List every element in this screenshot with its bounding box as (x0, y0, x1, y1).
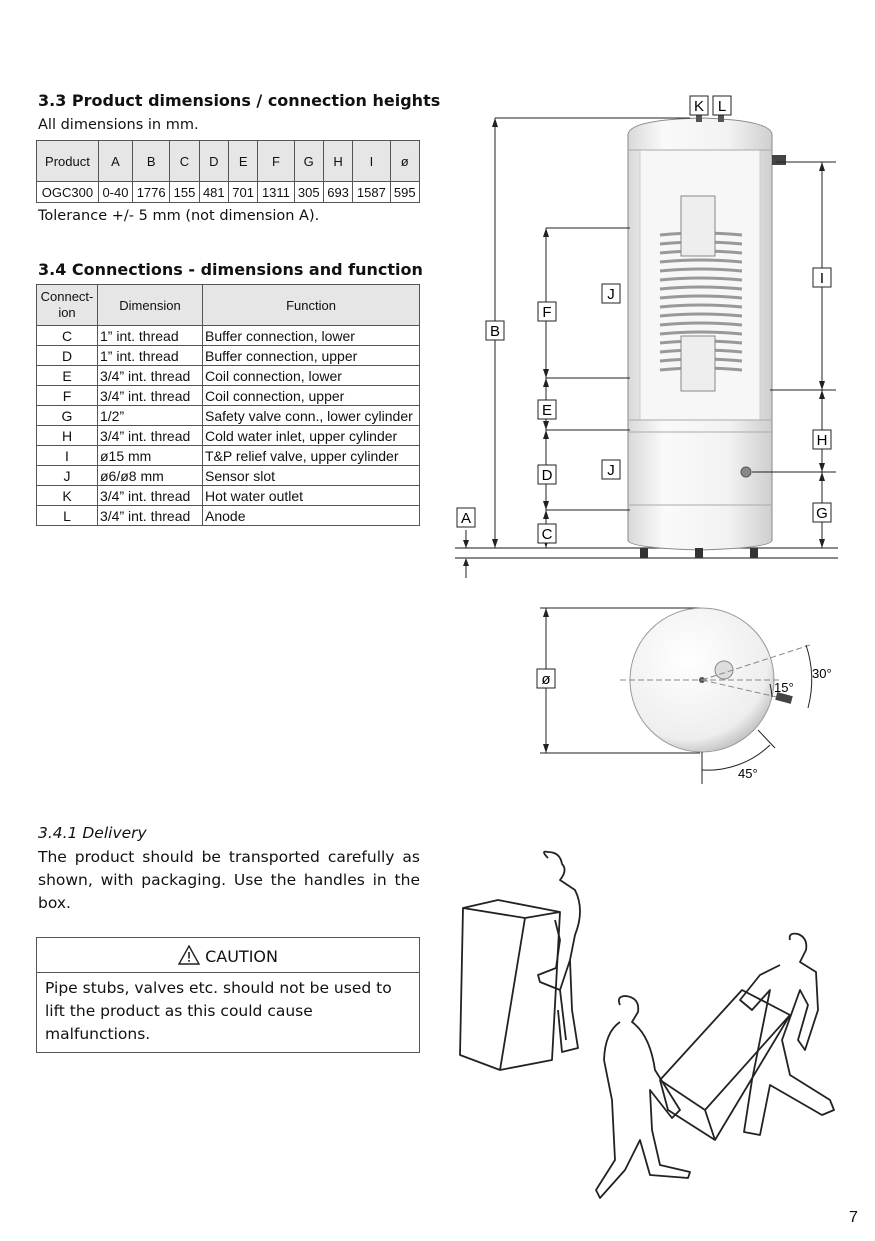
upright-box (460, 900, 560, 1070)
tolerance-note: Tolerance +/- 5 mm (not dimension A). (38, 208, 320, 224)
svg-text:J: J (607, 286, 615, 303)
tilted-box (660, 990, 790, 1140)
dimension-label-e (538, 400, 556, 419)
table-cell: Anode (203, 506, 420, 526)
dimension-label-j-upper (602, 284, 620, 303)
header-cell: G (294, 141, 323, 182)
person-carrying-tilted-left (596, 996, 690, 1198)
table-cell: 3/4” int. thread (98, 506, 203, 526)
header-cell: ø (390, 141, 419, 182)
table-cell: 305 (294, 182, 323, 203)
table-cell: 1776 (133, 182, 170, 203)
header-cell: B (133, 141, 170, 182)
svg-text:B: B (489, 323, 501, 340)
table-cell: Buffer connection, lower (203, 326, 420, 346)
svg-text:D: D (541, 467, 553, 484)
dimension-label-c (538, 524, 556, 543)
svg-text:A: A (460, 510, 472, 527)
table-row (37, 366, 420, 386)
table-cell: E (37, 366, 98, 386)
table-cell: 3/4” int. thread (98, 366, 203, 386)
header-cell: C (170, 141, 199, 182)
table-row (37, 426, 420, 446)
svg-text:E: E (541, 402, 553, 419)
section-3-4-title: 3.4 Connections - dimensions and function (38, 260, 423, 279)
table-cell: H (37, 426, 98, 446)
table-row (37, 466, 420, 486)
table-cell: 1311 (258, 182, 294, 203)
table-cell: 1” int. thread (98, 326, 203, 346)
table-cell: 0-40 (98, 182, 132, 203)
table-cell: 481 (199, 182, 228, 203)
table-cell: Safety valve conn., lower cylinder (203, 406, 420, 426)
header-cell: D (199, 141, 228, 182)
svg-text:G: G (816, 505, 828, 522)
header-cell: F (258, 141, 294, 182)
tank-side-diagram (450, 90, 850, 590)
table-cell: Coil connection, lower (203, 366, 420, 386)
table-cell: 3/4” int. thread (98, 426, 203, 446)
angle-45-label: 45° (738, 766, 758, 781)
page-number: 7 (849, 1209, 858, 1226)
svg-text:F: F (542, 304, 552, 321)
table-cell: L (37, 506, 98, 526)
table-cell: 3/4” int. thread (98, 386, 203, 406)
header-cell: Connect- ion (37, 285, 98, 326)
table-header-row (37, 141, 420, 182)
header-cell: Product (37, 141, 99, 182)
header-cell: A (98, 141, 132, 182)
table-cell: ø15 mm (98, 446, 203, 466)
table-row (37, 406, 420, 426)
section-3-4-1-title: 3.4.1 Delivery (38, 824, 147, 842)
table-cell: 1” int. thread (98, 346, 203, 366)
caution-header (37, 938, 419, 973)
header-cell: H (323, 141, 352, 182)
table-cell: 701 (228, 182, 257, 203)
table-cell: I (37, 446, 98, 466)
table-cell: ø6/ø8 mm (98, 466, 203, 486)
delivery-text: The product should be transported carefully as shown, with packaging. Use the handles in the box. (38, 848, 420, 912)
table-cell: D (37, 346, 98, 366)
header-cell: Function (203, 285, 420, 326)
table-row (37, 506, 420, 526)
table-cell: 1/2” (98, 406, 203, 426)
dimension-label-k (690, 96, 708, 115)
table-cell: K (37, 486, 98, 506)
section-3-3-title: 3.3 Product dimensions / connection heights (38, 91, 441, 110)
person-carrying-upright (538, 852, 580, 1052)
caution-label: CAUTION (205, 947, 278, 966)
caution-box (36, 937, 420, 1053)
svg-text:H: H (816, 432, 828, 449)
table-cell: J (37, 466, 98, 486)
table-row (37, 346, 420, 366)
person-carrying-tilted-right (740, 934, 834, 1135)
table-cell: 595 (390, 182, 419, 203)
svg-text:C: C (541, 526, 553, 543)
table-cell: C (37, 326, 98, 346)
table-row (37, 446, 420, 466)
table-cell: 155 (170, 182, 199, 203)
table-cell: 1587 (353, 182, 390, 203)
header-cell: E (228, 141, 257, 182)
angle-15-label: 15° (774, 680, 794, 695)
table-header-row (37, 285, 420, 326)
dimension-label-g (813, 503, 831, 522)
svg-text:ø: ø (541, 671, 551, 688)
dimension-label-l (713, 96, 731, 115)
dimensions-table (36, 140, 420, 203)
tank-top-view-diagram (530, 598, 850, 798)
table-cell: T&P relief valve, upper cylinder (203, 446, 420, 466)
table-cell: Sensor slot (203, 466, 420, 486)
dimension-label-a (457, 508, 475, 527)
svg-text:K: K (693, 98, 705, 115)
header-cell: Dimension (98, 285, 203, 326)
dimension-label-d (538, 465, 556, 484)
dimension-label-b (486, 321, 504, 340)
svg-text:L: L (717, 98, 727, 115)
transport-illustration (455, 845, 845, 1205)
dimension-label-h (813, 430, 831, 449)
table-cell: Cold water inlet, upper cylinder (203, 426, 420, 446)
table-row (37, 326, 420, 346)
caution-text: Pipe stubs, valves etc. should not be used to lift the product as this could cause malfunctions. (45, 979, 392, 1043)
table-cell: 693 (323, 182, 352, 203)
dimensions-unit-note: All dimensions in mm. (38, 117, 199, 133)
table-cell: OGC300 (37, 182, 99, 203)
table-cell: G (37, 406, 98, 426)
table-row (37, 182, 420, 203)
table-cell: Coil connection, upper (203, 386, 420, 406)
dimension-label-f (538, 302, 556, 321)
header-cell: I (353, 141, 390, 182)
warning-icon (178, 945, 200, 965)
angle-30-label: 30° (812, 666, 832, 681)
svg-text:I: I (819, 270, 825, 287)
table-cell: F (37, 386, 98, 406)
dimension-label-i (813, 268, 831, 287)
table-cell: Buffer connection, upper (203, 346, 420, 366)
table-row (37, 386, 420, 406)
table-cell: 3/4” int. thread (98, 486, 203, 506)
diameter-label (537, 669, 555, 688)
connections-table (36, 284, 420, 526)
table-cell: Hot water outlet (203, 486, 420, 506)
table-row (37, 486, 420, 506)
dimension-label-j-lower (602, 460, 620, 479)
svg-text:J: J (607, 462, 615, 479)
